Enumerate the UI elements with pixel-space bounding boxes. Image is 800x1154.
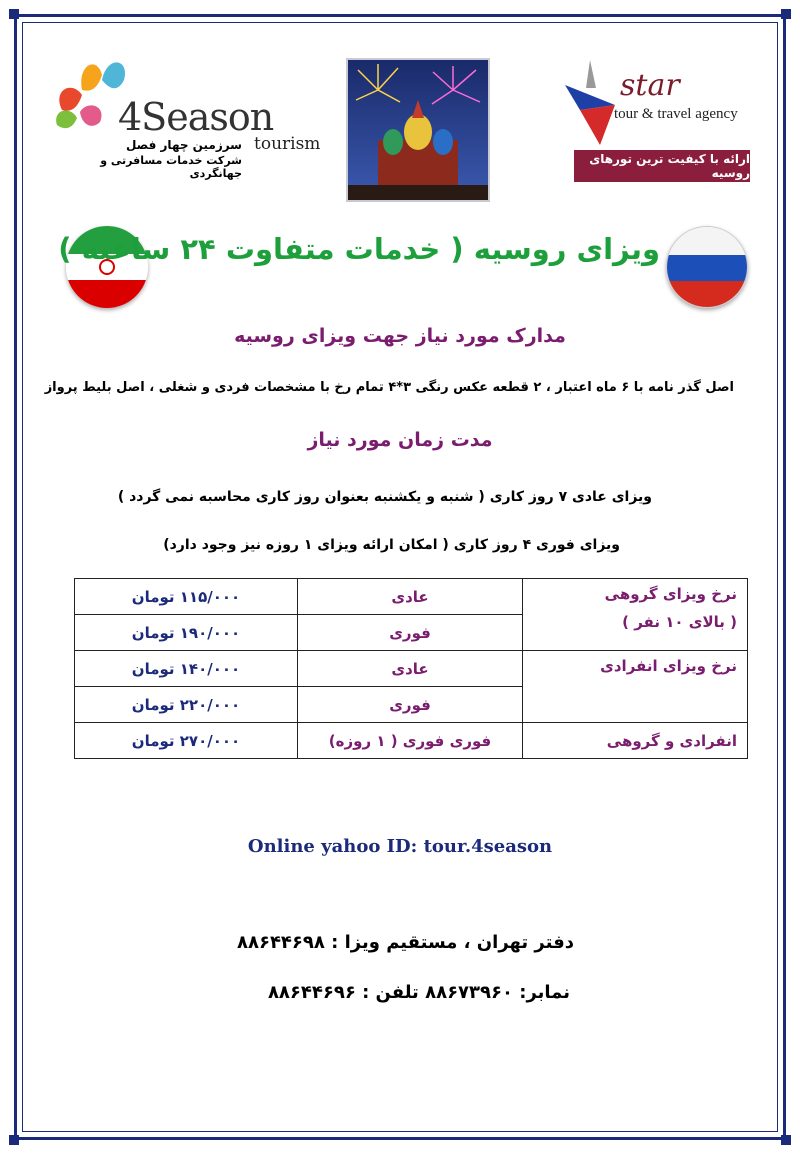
table-row <box>75 651 748 687</box>
group-rate-label <box>523 579 748 651</box>
online-yahoo-id: Online yahoo ID: tour.4season <box>247 836 553 857</box>
visa-type-cell: عادی <box>298 651 523 687</box>
duration-express: ویزای فوری ۴ روز کاری ( امکان ارائه ویزای ۱ روزه نیز وجود دارد) <box>163 537 620 553</box>
brand-company-fa: شرکت خدمات مسافرتی و جهانگردی <box>100 154 242 180</box>
fax-phone: نمابر: ۸۸۶۷۳۹۶۰ تلفن : ۸۸۶۴۴۶۹۶ <box>267 982 570 1003</box>
price-cell: ۲۷۰/۰۰۰ تومان <box>75 723 298 759</box>
office-phone: دفتر تهران ، مستقیم ویزا : ۸۸۶۴۴۶۹۸ <box>236 932 574 953</box>
individual-rate-label: نرخ ویزای انفرادی <box>523 651 748 723</box>
visa-type-cell: فوری <box>298 687 523 723</box>
corner-ornament <box>781 1135 791 1145</box>
duration-normal: ویزای عادی ۷ روز کاری ( شنبه و یکشنبه بعنوان روز کاری محاسبه نمی گردد ) <box>117 489 652 505</box>
duration-heading: مدت زمان مورد نیاز <box>307 429 493 451</box>
rates-table <box>74 578 748 759</box>
table-row <box>75 723 748 759</box>
star-agency-logo <box>560 50 750 190</box>
visa-type-cell: فوری فوری ( ۱ روزه) <box>298 723 523 759</box>
both-rate-label: انفرادی و گروهی <box>523 723 748 759</box>
group-rate-note: ( بالای ۱۰ نفر ) <box>622 613 737 631</box>
group-rate-title: نرخ ویزای گروهی <box>604 585 737 603</box>
visa-type-cell: عادی <box>298 579 523 615</box>
brand-name: 4Season <box>118 95 274 139</box>
agency-subtitle: tour & travel agency <box>614 106 738 122</box>
price-cell: ۲۲۰/۰۰۰ تومان <box>75 687 298 723</box>
star-swoosh-icon <box>560 60 620 150</box>
documents-text: اصل گذر نامه با ۶ ماه اعتبار ، ۲ قطعه عکس رنگی ۳*۴ تمام رخ با مشخصات فردی و شغلی ، اصل بلیط پرواز <box>44 380 734 395</box>
brand-tagline-fa: سرزمین چهار فصل <box>125 138 242 152</box>
visa-type-cell: فوری <box>298 615 523 651</box>
table-row <box>75 579 748 615</box>
price-cell: ۱۴۰/۰۰۰ تومان <box>75 651 298 687</box>
agency-banner: ارائه با کیفیت ترین تورهای روسیه <box>574 150 750 182</box>
page-title: ویزای روسیه ( خدمات متفاوت ۲۴ ساعته ) <box>58 232 660 266</box>
four-season-logo <box>52 50 321 180</box>
documents-heading: مدارک مورد نیاز جهت ویزای روسیه <box>234 325 566 347</box>
corner-ornament <box>9 9 19 19</box>
corner-ornament <box>781 9 791 19</box>
corner-ornament <box>9 1135 19 1145</box>
agency-name: star <box>620 68 680 103</box>
brand-tourism: tourism <box>254 134 321 154</box>
price-cell: ۱۹۰/۰۰۰ تومان <box>75 615 298 651</box>
russia-flag-icon <box>666 226 748 308</box>
kremlin-photo <box>346 58 490 202</box>
price-cell: ۱۱۵/۰۰۰ تومان <box>75 579 298 615</box>
